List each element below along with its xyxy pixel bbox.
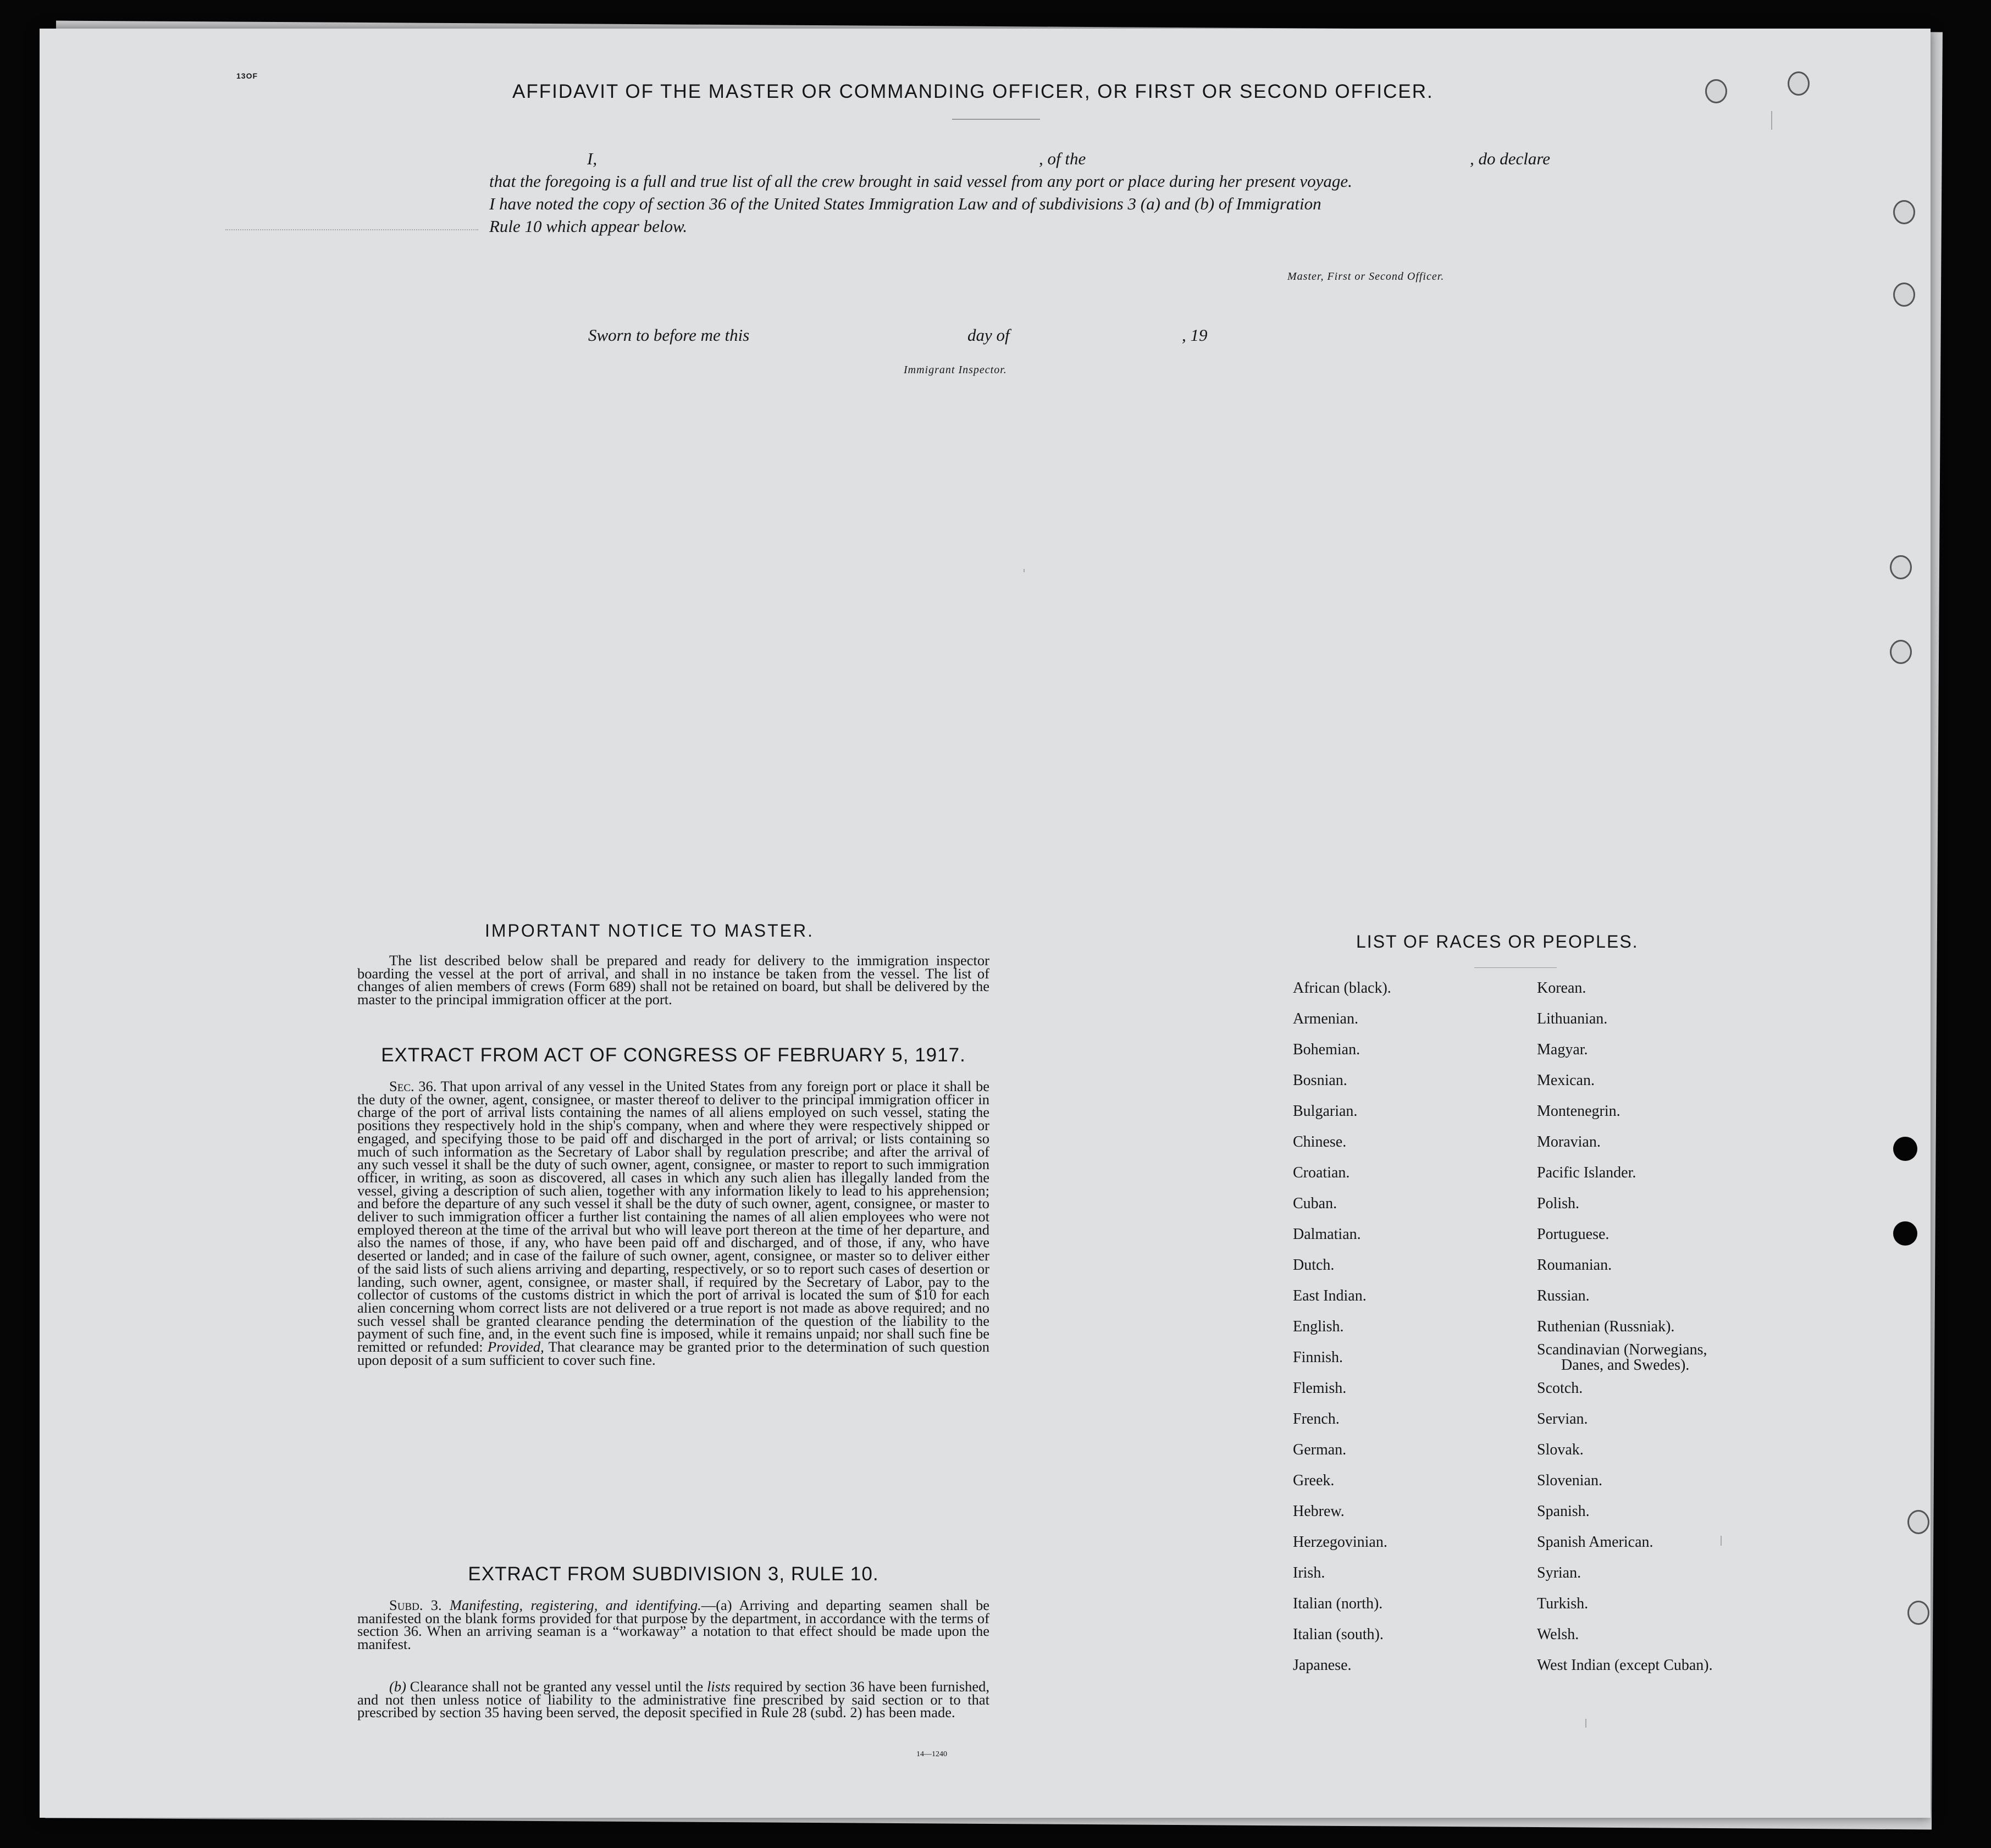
- race-item: Syrian.: [1537, 1564, 1581, 1581]
- race-item: Irish.: [1293, 1564, 1325, 1581]
- race-item: Armenian.: [1293, 1010, 1358, 1027]
- race-item: Danes, and Swedes).: [1561, 1357, 1690, 1374]
- binding-hole: [1893, 283, 1915, 307]
- race-item: Welsh.: [1537, 1626, 1579, 1643]
- race-item: Scotch.: [1537, 1380, 1583, 1397]
- declaration-i: I,: [587, 149, 598, 168]
- declaration-do-declare: , do declare: [1470, 149, 1551, 168]
- race-item: Turkish.: [1537, 1595, 1589, 1612]
- section-36-provided: Provided,: [487, 1338, 544, 1355]
- extract-act-heading: EXTRACT FROM ACT OF CONGRESS OF FEBRUARY 5, 1917.: [381, 1044, 966, 1066]
- affidavit-title: AFFIDAVIT OF THE MASTER OR COMMANDING OFFICER, OR FIRST OR SECOND OFFICER.: [512, 81, 1434, 102]
- subdivision-b-body-1: Clearance shall not be granted any vessel until the: [410, 1678, 704, 1695]
- speck-mark: [1721, 1536, 1722, 1546]
- race-item: West Indian (except Cuban).: [1537, 1657, 1713, 1674]
- subdivision-b-lists: lists: [707, 1678, 731, 1695]
- subdivision-3b-text: [357, 1680, 989, 1719]
- race-item: Russian.: [1537, 1287, 1590, 1304]
- race-item: Greek.: [1293, 1472, 1335, 1489]
- section-36-text: [357, 1080, 989, 1366]
- sworn-day-of: day of: [967, 325, 1010, 345]
- race-item: Japanese.: [1293, 1657, 1352, 1674]
- race-item: German.: [1293, 1441, 1347, 1458]
- binding-hole: [1893, 200, 1915, 224]
- races-title: LIST OF RACES OR PEOPLES.: [1356, 932, 1639, 951]
- race-item: Montenegrin.: [1537, 1103, 1621, 1120]
- race-item: Finnish.: [1293, 1349, 1343, 1366]
- sworn-text: Sworn to before me this: [588, 325, 750, 345]
- binding-hole: [1705, 79, 1727, 103]
- punch-hole: [1893, 1221, 1917, 1246]
- section-36-label: Sec. 36.: [389, 1078, 437, 1094]
- binding-hole: [1788, 71, 1810, 96]
- declaration-line-3: I have noted the copy of section 36 of the United States Immigration Law and of subdivisions 3 (a) and (b) of Immigration: [489, 194, 1321, 213]
- speck-mark: [1024, 569, 1025, 572]
- race-item: Slovak.: [1537, 1441, 1584, 1458]
- inspector-label: Immigrant Inspector.: [904, 364, 1007, 376]
- binding-hole: [1890, 555, 1912, 579]
- race-item: French.: [1293, 1410, 1340, 1428]
- title-underline: [952, 119, 1040, 120]
- race-item: Cuban.: [1293, 1195, 1337, 1212]
- race-item: Moravian.: [1537, 1133, 1601, 1150]
- race-item: Bosnian.: [1293, 1072, 1347, 1089]
- race-item: Bohemian.: [1293, 1041, 1360, 1058]
- race-item: Magyar.: [1537, 1041, 1588, 1058]
- document-page: [40, 29, 1931, 1818]
- extract-rule-heading: EXTRACT FROM SUBDIVISION 3, RULE 10.: [468, 1563, 879, 1585]
- corner-mark: 13OF: [236, 71, 258, 80]
- race-item: Lithuanian.: [1537, 1010, 1608, 1027]
- race-item: Polish.: [1537, 1195, 1580, 1212]
- binding-hole: [1890, 640, 1912, 664]
- declaration-block: [489, 147, 1593, 237]
- speck-mark: [1585, 1719, 1586, 1728]
- race-item: Mexican.: [1537, 1072, 1595, 1089]
- race-item: Croatian.: [1293, 1164, 1350, 1181]
- race-item: Dutch.: [1293, 1257, 1335, 1274]
- punch-hole: [1893, 1137, 1917, 1161]
- declaration-line-4: Rule 10 which appear below.: [489, 217, 688, 236]
- form-number: 14—1240: [916, 1750, 947, 1758]
- race-item: Bulgarian.: [1293, 1103, 1358, 1120]
- race-item: Spanish.: [1537, 1503, 1590, 1520]
- subdivision-a-body: —(a) Arriving and departing seamen shall be manifested on the blank forms provided for that purpose by the department, in accordance with the terms of section 36. When an arriving seaman is a “workaway” a notation to that effect should be made upon the manifest.: [357, 1597, 990, 1653]
- race-item: Pacific Islander.: [1537, 1164, 1636, 1181]
- declaration-of-the: , of the: [1039, 149, 1086, 168]
- race-item: English.: [1293, 1318, 1344, 1335]
- section-36-body-end: That clearance may be granted prior to the determination of such question upon deposit of a sum sufficient to cover such fine.: [357, 1338, 989, 1368]
- scratch-mark: [1771, 111, 1772, 130]
- race-item: Slovenian.: [1537, 1472, 1602, 1489]
- subdivision-3a-text: [357, 1599, 989, 1651]
- declaration-line-2: that the foregoing is a full and true list of all the crew brought in said vessel from any port or place during her present voyage.: [489, 171, 1352, 191]
- subdivision-b-marker: (b): [389, 1678, 406, 1695]
- binding-hole: [1907, 1510, 1929, 1534]
- race-item: Chinese.: [1293, 1133, 1347, 1150]
- rule-left: [225, 229, 478, 230]
- race-item: Italian (south).: [1293, 1626, 1384, 1643]
- section-36-body: That upon arrival of any vessel in the United States from any foreign port or place it shall be the duty of the owner, agent, consignee, or master thereof to deliver to the principal immigration officer in charge of the port of arrival lists containing the names of all aliens employed on such vessel, stating the positions they respectively hold in the ship's company, when and where they were respectively shipped or engaged, and specifying those to be paid off and discharged in the port of arrival; or lists containing so much of such information as the Secretary of Labor shall by regulation prescribe; and after the arrival of any such vessel it shall be the duty of such owner, agent, consignee, or master to report to such immigration officer, in writing, as soon as discovered, all cases in which any such alien has illegally landed from the vessel, giving a description of such alien, together with any information likely to lead to his apprehension; and before the departure of any such vessel it shall be the duty of such owner, agent, consignee, or master to deliver to such immigration officer a further list containing the names of all alien employees who were not employed thereon at the time of the arrival but who will leave port thereon at the time of her departure, and also the names of those, if any, who have been paid off and discharged, and of those, if any, who have deserted or landed; and in case of the failure of such owner, agent, consignee, or master so to deliver either of the said lists of such aliens arriving and departing, respectively, or so to report such cases of desertion or landing, such owner, agent, consignee, or master shall, if required by the Secretary of Labor, pay to the collector of customs of the customs district in which the port of arrival is located the sum of $10 for each alien concerning whom correct lists are not delivered or a true report is not made as above required; and no such vessel shall be granted clearance pending the determination of the question of the liability to the payment of such fine, and, in the event such fine is imposed, while it remains unpaid; nor shall such fine be remitted or refunded:: [357, 1078, 989, 1355]
- races-underline: [1474, 967, 1557, 968]
- race-item: Herzegovinian.: [1293, 1534, 1387, 1551]
- notice-text: The list described below shall be prepared and ready for delivery to the immigration inspector boarding the vessel at the port of arrival, and shall in no instance be taken from the vessel. The list of changes of alien members of crews (Form 689) shall not be retained on board, but shall be delivered by the master to the principal immigration officer at the port.: [357, 952, 989, 1008]
- race-item: Hebrew.: [1293, 1503, 1345, 1520]
- declaration-line-1: [489, 147, 1593, 170]
- race-item: Portuguese.: [1537, 1226, 1610, 1243]
- race-item: Ruthenian (Russniak).: [1537, 1318, 1675, 1335]
- race-item: Roumanian.: [1537, 1257, 1612, 1274]
- race-item: East Indian.: [1293, 1287, 1367, 1304]
- race-item: Italian (north).: [1293, 1595, 1383, 1612]
- sworn-year: , 19: [1182, 325, 1208, 345]
- notice-title: IMPORTANT NOTICE TO MASTER.: [485, 921, 814, 940]
- race-item: Flemish.: [1293, 1380, 1347, 1397]
- subdivision-label: Subd. 3.: [389, 1597, 442, 1613]
- binding-hole: [1907, 1601, 1929, 1625]
- race-item: Korean.: [1537, 980, 1586, 997]
- master-signature-label: Master, First or Second Officer.: [1287, 270, 1445, 283]
- race-item: Spanish American.: [1537, 1534, 1653, 1551]
- race-item: African (black).: [1293, 980, 1391, 997]
- subdivision-b-body-2: required by section 36 have been furnished, and not then unless notice of liability to the administrative fine prescribed by said section or to that prescribed by section 35 having been served, the deposit specified in Rule 28 (subd. 2) has been made.: [357, 1678, 990, 1721]
- race-item: Servian.: [1537, 1410, 1588, 1428]
- subdivision-title: Manifesting, registering, and identifying.: [449, 1597, 701, 1613]
- race-item: Dalmatian.: [1293, 1226, 1361, 1243]
- race-item: Scandinavian (Norwegians,: [1537, 1341, 1707, 1358]
